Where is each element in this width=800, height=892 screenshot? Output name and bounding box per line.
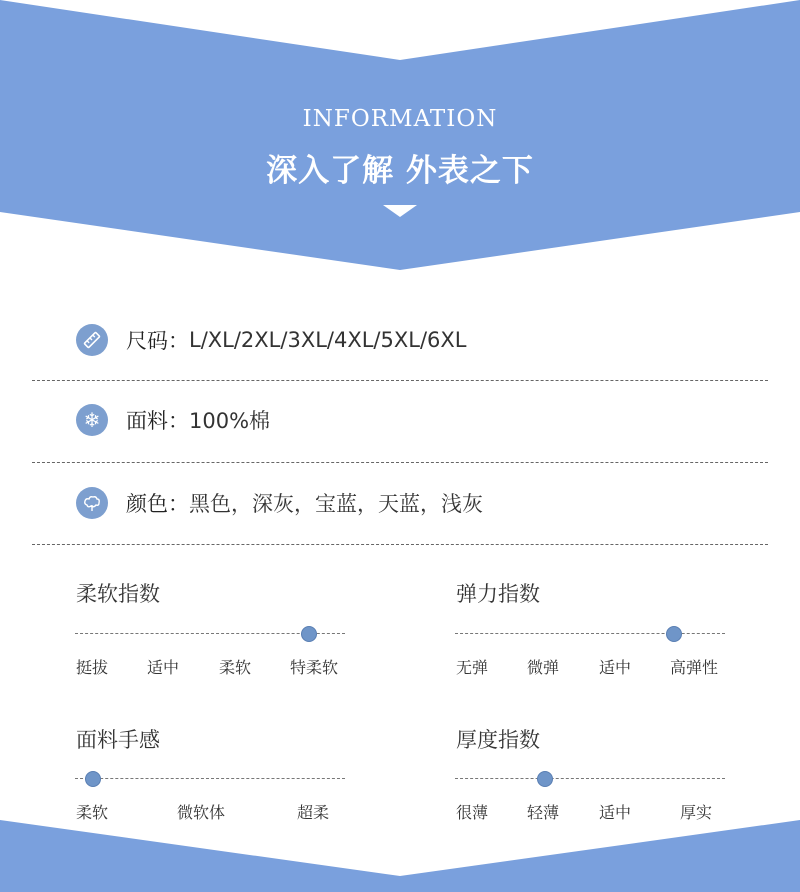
header-subtitle: INFORMATION	[302, 106, 498, 132]
scale-tick: 厚实	[680, 803, 713, 822]
index-title-elasticity: 弹力指数	[456, 582, 540, 606]
scale-tick: 微软体	[177, 803, 226, 822]
index-scale	[455, 633, 725, 634]
divider	[32, 380, 768, 381]
ruler-icon	[76, 324, 108, 356]
scale-tick: 超柔	[297, 803, 330, 822]
header-title: 深入了解 外表之下	[266, 153, 534, 189]
index-scale	[75, 778, 345, 779]
spec-value: 黑色，深灰，宝蓝，天蓝，浅灰	[189, 492, 483, 516]
scale-tick: 特柔软	[290, 658, 339, 677]
divider	[32, 544, 768, 545]
index-title-hand-feel: 面料手感	[76, 728, 160, 752]
scale-tick: 挺拔	[76, 658, 109, 677]
scale-tick: 微弹	[527, 658, 560, 677]
scale-tick: 高弹性	[670, 658, 719, 677]
index-marker	[537, 771, 553, 787]
header-banner	[0, 0, 800, 272]
scale-tick: 适中	[147, 658, 180, 677]
index-title-thickness: 厚度指数	[456, 728, 540, 752]
index-marker	[666, 626, 682, 642]
index-marker	[301, 626, 317, 642]
spec-row-color	[76, 486, 483, 520]
snowflake-icon: ❄	[76, 404, 108, 436]
scale-tick: 很薄	[456, 803, 489, 822]
divider	[32, 462, 768, 463]
scale-tick: 无弹	[456, 658, 489, 677]
index-marker	[85, 771, 101, 787]
spec-row-fabric	[76, 403, 270, 437]
scale-tick: 适中	[599, 803, 632, 822]
footer-band	[0, 820, 800, 892]
scale-tick: 适中	[599, 658, 632, 677]
scale-tick: 轻薄	[527, 803, 560, 822]
cotton-icon	[76, 487, 108, 519]
spec-label: 面料：	[126, 409, 189, 433]
index-scale	[455, 778, 725, 779]
scale-tick: 柔软	[76, 803, 109, 822]
index-title-softness: 柔软指数	[76, 582, 160, 606]
spec-label: 尺码：	[126, 329, 189, 353]
spec-value: L/XL/2XL/3XL/4XL/5XL/6XL	[189, 328, 467, 352]
spec-row-size	[76, 323, 466, 357]
scale-tick: 柔软	[219, 658, 252, 677]
spec-label: 颜色：	[126, 492, 189, 516]
spec-value: 100%棉	[189, 409, 271, 433]
down-triangle-icon	[383, 205, 417, 219]
